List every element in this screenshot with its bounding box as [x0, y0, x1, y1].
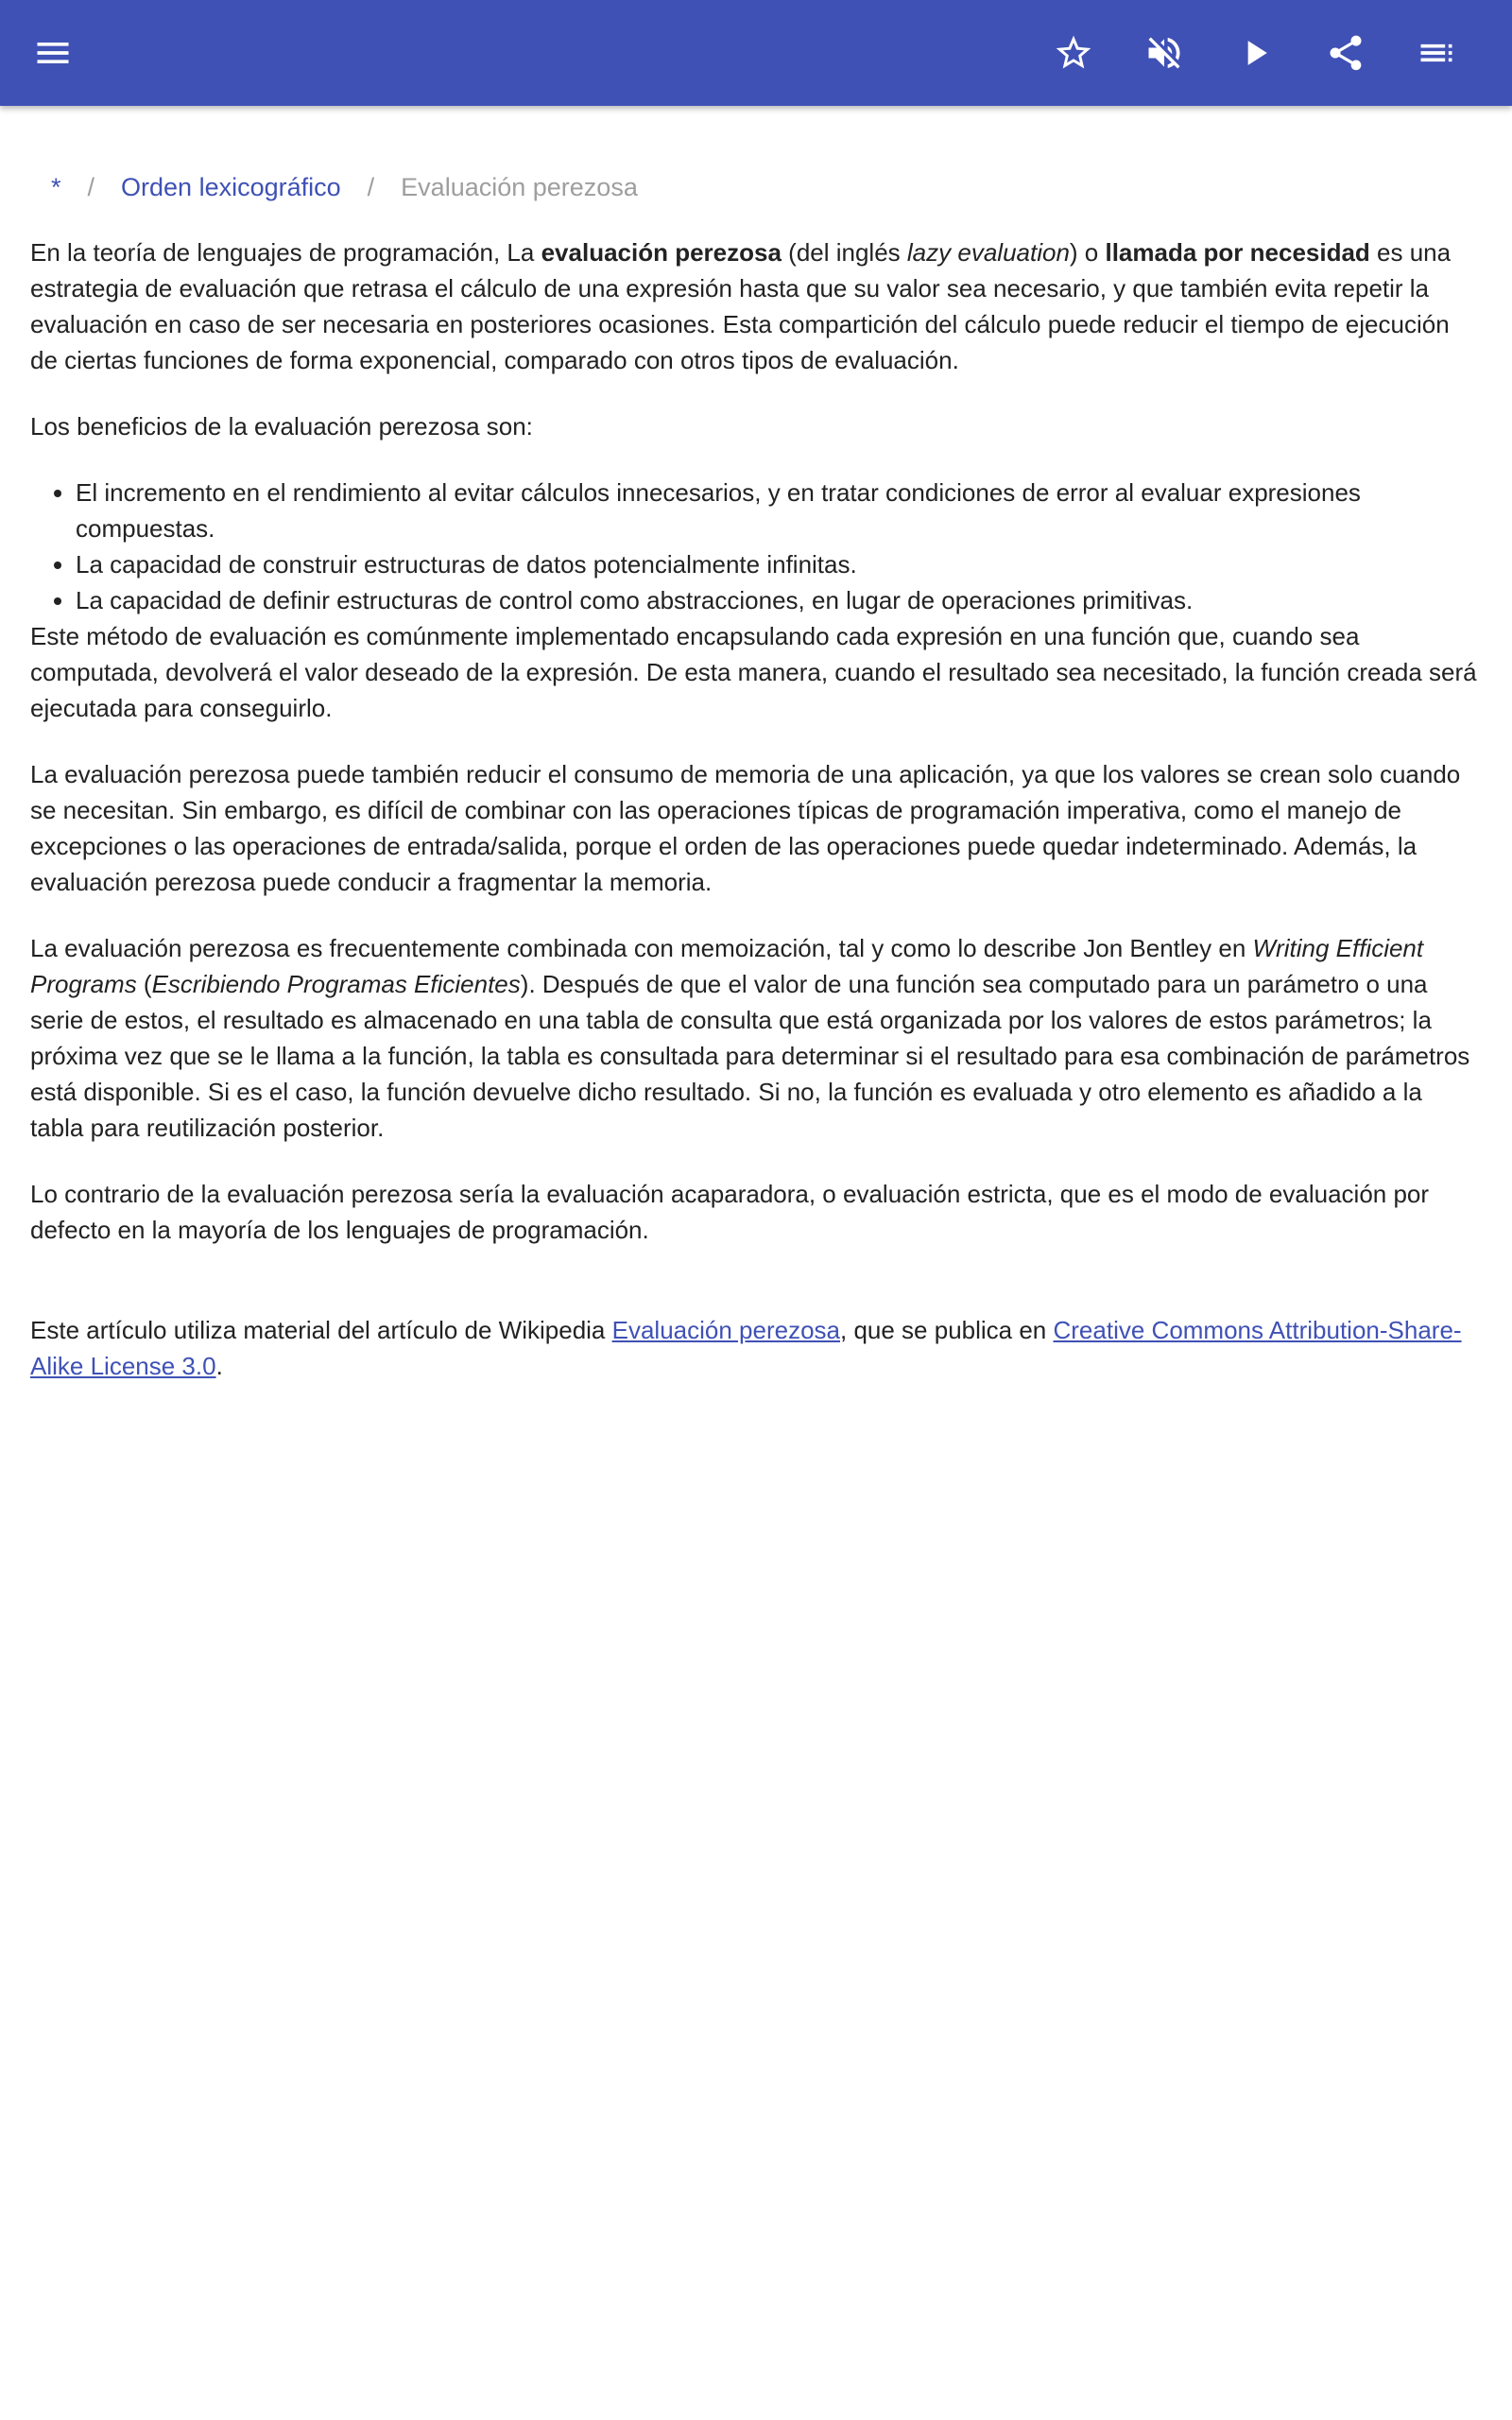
share-icon — [1325, 32, 1366, 74]
breadcrumb — [51, 168, 1482, 206]
article-content — [30, 151, 1482, 1414]
list-item: • La capacidad de definir estructuras de control como abstracciones, en lugar de operaciones primitivas. — [76, 582, 1482, 618]
paragraph-text: ) o — [1069, 238, 1106, 267]
paragraph-text: La evaluación perezosa es frecuentemente combinada con memoización, tal y como lo describe Jon Bentley en — [30, 934, 1253, 962]
license-note — [30, 1312, 1482, 1384]
mute-button[interactable] — [1138, 26, 1191, 79]
article-paragraph: Lo contrario de la evaluación perezosa sería la evaluación acaparadora, o evaluación estricta, que es el modo de evaluación por defecto en la mayoría de los lenguajes de programación. — [30, 1180, 1430, 1244]
license-text: Este artículo utiliza material del artículo de Wikipedia — [30, 1316, 612, 1344]
playlist-icon — [1416, 32, 1457, 74]
breadcrumb-parent[interactable]: Orden lexicográfico — [121, 173, 341, 201]
article-paragraph: La evaluación perezosa puede también reducir el consumo de memoria de una aplicación, ya que los valores se crean solo cuando se necesitan. Sin embargo, es difícil de combinar con las operaciones típicas de programación imperativa, como el manejo de excepciones o las operaciones de entrada/salida, porque el orden de las operaciones puede quedar indeterminado. Además, la evaluación perezosa puede conducir a fragmentar la memoria. — [30, 760, 1461, 896]
bold-term: llamada por necesidad — [1105, 238, 1370, 267]
menu-icon — [32, 32, 74, 74]
paragraph-text: (del inglés — [781, 238, 907, 267]
app-toolbar — [0, 0, 1512, 106]
italic-term: Escribiendo Programas Eficientes — [151, 970, 521, 998]
license-text: . — [215, 1352, 223, 1380]
article-paragraph: Los beneficios de la evaluación perezosa son: — [30, 412, 533, 441]
star-outline-icon — [1053, 32, 1094, 74]
paragraph-text: ( — [136, 970, 152, 998]
menu-button[interactable] — [26, 26, 79, 79]
breadcrumb-current: Evaluación perezosa — [401, 173, 638, 201]
favorite-button[interactable] — [1047, 26, 1100, 79]
italic-term: lazy evaluation — [906, 238, 1070, 267]
bold-term: evaluación perezosa — [541, 238, 782, 267]
share-button[interactable] — [1319, 26, 1372, 79]
list-item: • La capacidad de construir estructuras de datos potencialmente infinitas. — [76, 546, 1482, 582]
play-icon — [1234, 32, 1276, 74]
contents-button[interactable] — [1410, 26, 1463, 79]
breadcrumb-separator: / — [87, 173, 95, 201]
article-paragraph — [30, 930, 1482, 1146]
breadcrumb-separator: / — [367, 173, 375, 201]
paragraph-text: En la teoría de lenguajes de programación, La — [30, 238, 541, 267]
play-button[interactable] — [1228, 26, 1281, 79]
wikipedia-article-link[interactable]: Evaluación perezosa — [611, 1316, 840, 1344]
license-link[interactable]: Creative Commons Attribution-Share-Alike License 3.0 — [30, 1316, 1462, 1380]
paragraph-text: ). Después de que el valor de una función sea computado para un parámetro o una serie de estos, el resultado es almacenado en una tabla de consulta que está organizada por los valores de estos parámetros; la próxima vez que se le llama a la función, la tabla es consultada para determinar si el resultado para esa combinación de parámetros está disponible. Si es el caso, la función devuelve dicho resultado. Si no, la función es evaluada y otro elemento es añadido a la tabla para reutilización posterior. — [30, 970, 1470, 1142]
benefits-list — [30, 475, 1482, 618]
volume-off-icon — [1143, 32, 1185, 74]
breadcrumb-home[interactable]: * — [51, 173, 61, 201]
article-paragraph — [30, 234, 1482, 378]
list-item: • El incremento en el rendimiento al evitar cálculos innecesarios, y en tratar condiciones de error al evaluar expresiones compuestas. — [76, 475, 1482, 546]
license-text: , que se publica en — [840, 1316, 1054, 1344]
paragraph-text: es una estrategia de evaluación que retrasa el cálculo de una expresión hasta que su valor sea necesario, y que también evita repetir la evaluación en caso de ser necesaria en posteriores ocasiones. Esta compartición del cálculo puede reducir el tiempo de ejecución de ciertas funciones de forma exponencial, comparado con otros tipos de evaluación. — [30, 238, 1452, 374]
italic-term: Writing Efficient Programs — [30, 934, 1424, 998]
article-paragraph: Este método de evaluación es comúnmente implementado encapsulando cada expresión en una función que, cuando sea computada, devolverá el valor deseado de la expresión. De esta manera, cuando el resultado sea necesitado, la función creada será ejecutada para conseguirlo. — [30, 622, 1477, 722]
